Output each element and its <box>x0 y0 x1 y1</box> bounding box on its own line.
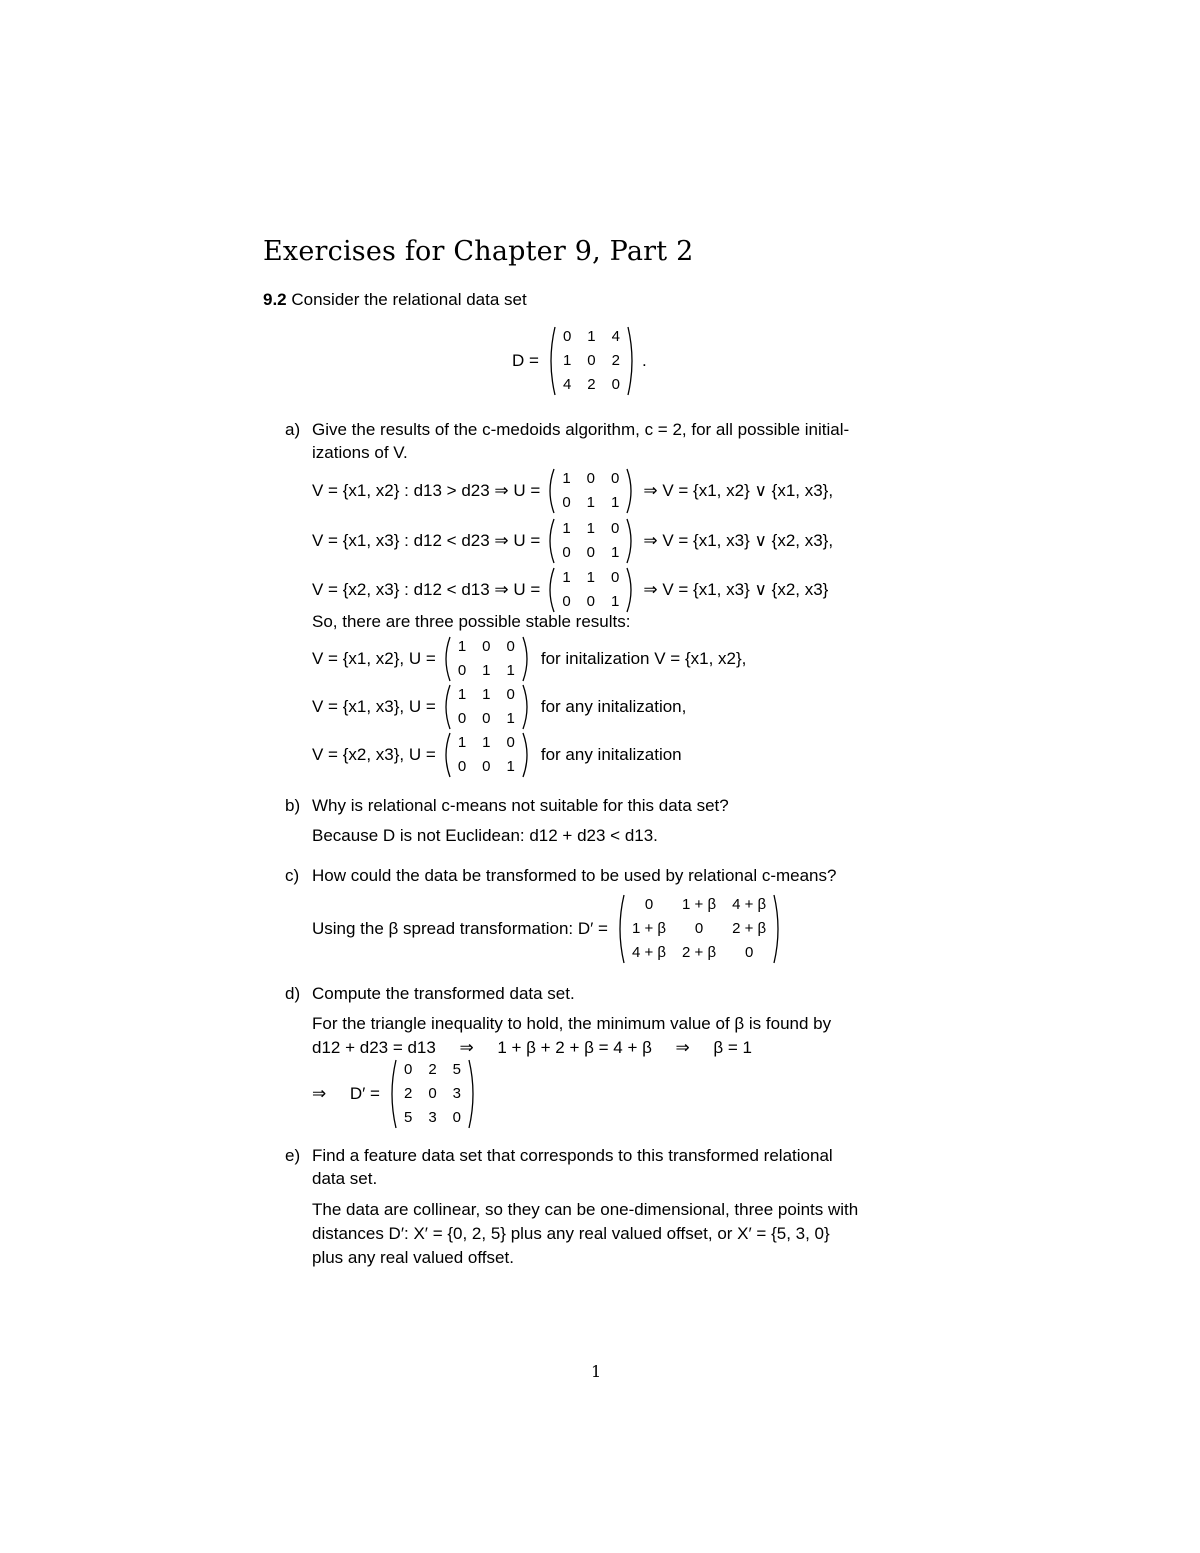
matrix-cell: 2 + β <box>732 920 767 937</box>
part-a-result-2-lhs: V = {x1, x3}, U = <box>312 697 436 716</box>
matrix-cell: 0 <box>482 638 491 655</box>
part-a-question-line2: izations of V. <box>312 443 408 462</box>
matrix-cell: 0 <box>428 1085 437 1102</box>
part-e-answer-line3: plus any real valued offset. <box>312 1248 514 1267</box>
part-e-question-line1: Find a feature data set that corresponds to this transformed relational <box>312 1146 833 1165</box>
matrix-grid <box>458 635 515 683</box>
left-paren <box>545 325 557 397</box>
right-paren <box>467 1058 479 1130</box>
matrix-cell: 1 <box>562 569 571 586</box>
matrix-cell: 1 <box>482 734 491 751</box>
matrix-grid <box>632 893 766 965</box>
part-a-result-3-matrix <box>440 731 533 779</box>
matrix-cell: 0 <box>452 1109 462 1126</box>
matrix-cell: 3 <box>428 1109 437 1126</box>
matrix-grid <box>563 325 620 397</box>
part-a-row-1-rhs: ⇒ V = {x1, x2} ∨ {x1, x3}, <box>643 481 834 500</box>
part-a-row-3-rhs: ⇒ V = {x1, x3} ∨ {x2, x3} <box>643 580 829 599</box>
matrix-cell: 1 <box>586 569 596 586</box>
matrix-cell: 0 <box>587 352 596 369</box>
part-a-result-3-lhs: V = {x2, x3}, U = <box>312 745 436 764</box>
page-number: 1 <box>591 1362 602 1381</box>
matrix-grid <box>458 731 515 779</box>
part-d-result-prefix: ⇒ D′ = <box>312 1084 380 1103</box>
matrix-cell: 0 <box>562 328 572 345</box>
part-d-matrix <box>386 1058 479 1130</box>
part-a-row-1-lhs: V = {x1, x2} : d13 > d23 ⇒ U = <box>312 481 541 500</box>
problem-intro <box>263 290 527 310</box>
part-a-row-1 <box>312 466 833 516</box>
matrix-cell: 1 <box>457 734 467 751</box>
matrix-cell: 0 <box>562 494 571 511</box>
matrix-cell: 3 <box>452 1085 462 1102</box>
matrix-cell: 4 <box>562 376 572 393</box>
matrix-cell: 1 <box>506 710 515 727</box>
part-a-result-1-rhs: for initalization V = {x1, x2}, <box>540 649 747 668</box>
matrix-cell: 1 <box>457 638 467 655</box>
matrix-grid <box>458 683 515 731</box>
matrix-d-label: D = <box>512 351 539 370</box>
matrix-cell: 0 <box>482 710 491 727</box>
matrix-cell: 1 <box>482 662 491 679</box>
matrix-cell: 0 <box>457 662 467 679</box>
part-a-result-2-rhs: for any initalization, <box>540 697 687 716</box>
matrix-cell: 0 <box>482 758 491 775</box>
matrix-cell: 4 + β <box>732 896 767 913</box>
matrix-cell: 0 <box>586 544 596 561</box>
matrix-cell: 1 <box>482 686 491 703</box>
part-d-result <box>312 1058 479 1130</box>
part-a-row-2-matrix <box>544 517 637 565</box>
part-a-summary: So, there are three possible stable results: <box>312 612 631 631</box>
left-paren <box>544 566 556 614</box>
part-b-label: b) <box>285 796 301 815</box>
matrix-cell: 0 <box>586 470 596 487</box>
matrix-cell: 1 <box>586 494 596 511</box>
part-d-answer-line2: d12 + d23 = d13 ⇒ 1 + β + 2 + β = 4 + β ⇒ β = 1 <box>312 1038 752 1057</box>
left-paren <box>544 517 556 565</box>
matrix-cell: 1 <box>457 686 467 703</box>
matrix-cell: 1 + β <box>682 896 717 913</box>
part-b-answer: Because D is not Euclidean: d12 + d23 < d13. <box>312 826 658 845</box>
part-c-answer <box>312 893 784 965</box>
part-c-label: c) <box>285 866 300 885</box>
matrix-cell: 0 <box>586 593 596 610</box>
part-e-answer-line1: The data are collinear, so they can be one-dimensional, three points with <box>312 1200 859 1219</box>
matrix-cell: 0 <box>506 638 515 655</box>
part-a-row-3-matrix <box>544 566 637 614</box>
part-a-row-2-rhs: ⇒ V = {x1, x3} ∨ {x2, x3}, <box>643 531 834 550</box>
right-paren <box>626 325 638 397</box>
matrix-cell: 1 <box>562 470 571 487</box>
part-a-row-2-lhs: V = {x1, x3} : d12 < d23 ⇒ U = <box>312 531 541 550</box>
matrix-cell: 1 <box>587 328 596 345</box>
matrix-cell: 2 <box>587 376 596 393</box>
right-paren <box>772 893 784 965</box>
right-paren <box>521 635 533 683</box>
left-paren <box>440 683 452 731</box>
part-c-answer-prefix: Using the β spread transformation: D′ = <box>312 919 608 938</box>
part-a-result-1-matrix <box>440 635 533 683</box>
left-paren <box>386 1058 398 1130</box>
matrix-cell: 0 <box>562 593 571 610</box>
part-e-label: e) <box>285 1146 301 1165</box>
matrix-cell: 2 + β <box>682 944 717 961</box>
matrix-cell: 0 <box>611 470 620 487</box>
matrix-cell: 5 <box>452 1061 462 1078</box>
matrix-cell: 5 <box>403 1109 413 1126</box>
part-a-row-3 <box>312 565 828 615</box>
matrix-cell: 0 <box>457 758 467 775</box>
matrix-cell: 0 <box>644 896 654 913</box>
right-paren <box>521 683 533 731</box>
left-paren <box>614 893 626 965</box>
matrix-d-equation <box>512 326 647 396</box>
left-paren <box>440 635 452 683</box>
matrix-d <box>545 325 638 397</box>
matrix-cell: 2 <box>611 352 620 369</box>
part-c-question: How could the data be transformed to be used by relational c-means? <box>312 866 837 885</box>
matrix-cell: 0 <box>611 376 620 393</box>
matrix-grid <box>562 517 619 565</box>
part-a-question-line1: Give the results of the c-medoids algorithm, c = 2, for all possible initial- <box>312 420 850 439</box>
matrix-cell: 1 <box>506 662 515 679</box>
part-e-answer-line2: distances D′: X′ = {0, 2, 5} plus any real valued offset, or X′ = {5, 3, 0} <box>312 1224 830 1243</box>
matrix-cell: 0 <box>562 544 571 561</box>
part-a-row-1-matrix <box>544 467 637 515</box>
matrix-cell: 0 <box>694 920 704 937</box>
part-e-question-line2: data set. <box>312 1169 378 1188</box>
matrix-grid <box>562 467 619 515</box>
part-a-result-1-lhs: V = {x1, x2}, U = <box>312 649 436 668</box>
part-a-label: a) <box>285 420 301 439</box>
matrix-cell: 0 <box>611 520 620 537</box>
problem-number: 9.2 <box>263 290 287 309</box>
matrix-d-suffix: . <box>641 351 647 370</box>
matrix-cell: 1 <box>611 494 620 511</box>
part-a-result-1 <box>312 634 746 684</box>
matrix-cell: 1 <box>611 544 620 561</box>
part-d-question: Compute the transformed data set. <box>312 984 575 1003</box>
problem-intro-text: Consider the relational data set <box>291 290 527 309</box>
matrix-cell: 1 <box>506 758 515 775</box>
part-a-result-3-rhs: for any initalization <box>540 745 682 764</box>
matrix-cell: 2 <box>403 1085 413 1102</box>
matrix-cell: 4 + β <box>631 944 667 961</box>
right-paren <box>625 566 637 614</box>
matrix-cell: 0 <box>611 569 620 586</box>
matrix-cell: 0 <box>506 734 515 751</box>
part-a-row-3-lhs: V = {x2, x3} : d12 < d13 ⇒ U = <box>312 580 541 599</box>
part-a-result-2 <box>312 682 686 732</box>
matrix-cell: 2 <box>428 1061 437 1078</box>
left-paren <box>544 467 556 515</box>
matrix-cell: 4 <box>611 328 620 345</box>
part-a-result-3 <box>312 730 682 780</box>
matrix-grid <box>404 1058 461 1130</box>
matrix-cell: 1 <box>562 352 572 369</box>
part-d-answer-line1: For the triangle inequality to hold, the minimum value of β is found by <box>312 1014 832 1033</box>
page-title: Exercises for Chapter 9, Part 2 <box>263 236 694 267</box>
part-c-matrix <box>614 893 784 965</box>
part-a-result-2-matrix <box>440 683 533 731</box>
matrix-cell: 1 + β <box>631 920 667 937</box>
right-paren <box>625 467 637 515</box>
matrix-cell: 0 <box>457 710 467 727</box>
part-b-question: Why is relational c-means not suitable for this data set? <box>312 796 729 815</box>
matrix-cell: 1 <box>562 520 571 537</box>
matrix-grid <box>562 566 619 614</box>
matrix-cell: 1 <box>586 520 596 537</box>
matrix-cell: 0 <box>403 1061 413 1078</box>
right-paren <box>521 731 533 779</box>
left-paren <box>440 731 452 779</box>
matrix-cell: 0 <box>506 686 515 703</box>
right-paren <box>625 517 637 565</box>
matrix-cell: 1 <box>611 593 620 610</box>
part-a-row-2 <box>312 516 833 566</box>
matrix-cell: 0 <box>744 944 754 961</box>
part-d-label: d) <box>285 984 301 1003</box>
